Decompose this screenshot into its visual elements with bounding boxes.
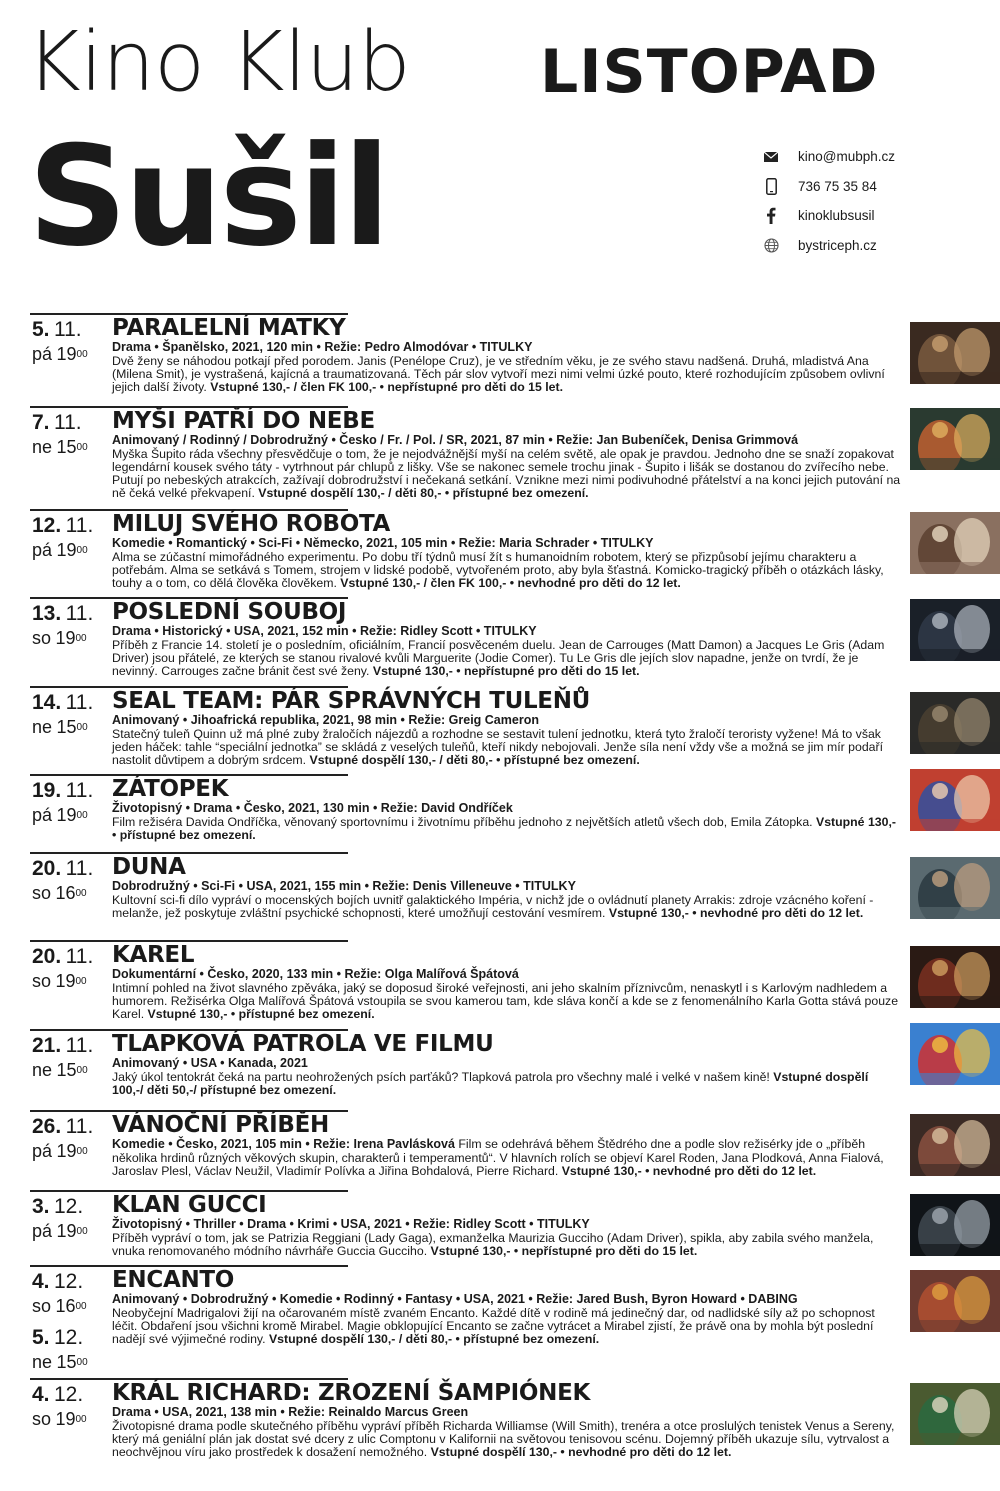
hour: 19: [55, 971, 76, 991]
weekday: so: [32, 628, 52, 648]
event-meta: Životopisný • Thriller • Drama • Krimi • USA, 2021 • Režie: Ridley Scott • TITULKY: [112, 1217, 590, 1231]
month-number: 12.: [53, 1195, 84, 1218]
event-poster-thumbnail: [910, 857, 1000, 919]
contact-web-text: bystriceph.cz: [798, 237, 877, 253]
event-date: [32, 319, 88, 367]
event-title[interactable]: KAREL: [112, 942, 195, 968]
event-meta: Komedie • Česko, 2021, 105 min • Režie: Irena Pavlásková: [112, 1137, 455, 1151]
event-description: Statečný tuleň Quinn už má plné zuby žraločích nájezdů a rozhodne se sestavit tulení jednotku, která tyto žraločí teroristy vyžene! Má to však jeden háček: tahle “speciální jednotka” se skládá z veselých tuleňů, kteří nikdy nebojovali. Jenže síla není vždy vše a možná se jim mír podaří nastolit důvtipem a dobrým srdcem.: [112, 726, 884, 767]
event-date-time: [32, 716, 93, 740]
event-poster-thumbnail: [910, 512, 1000, 574]
event-body: [112, 942, 902, 1021]
minutes: 00: [76, 442, 88, 453]
event-date: [32, 1196, 88, 1244]
event-poster-thumbnail: [910, 1023, 1000, 1085]
event-title[interactable]: POSLEDNÍ SOUBOJ: [112, 599, 347, 625]
weekday: ne: [32, 1060, 53, 1080]
hour: 19: [56, 540, 77, 560]
event-date-time: [32, 343, 88, 367]
weekday: pá: [32, 805, 53, 825]
event-body: [112, 1031, 902, 1097]
event-price: Vstupné 130,- • přístupné bez omezení.: [147, 1006, 375, 1021]
event-date: [32, 412, 88, 460]
event-date-day: [32, 1196, 88, 1220]
hour: 16: [55, 883, 76, 903]
event-price: Vstupné dospělí 130,- / děti 80,- • přístupné bez omezení.: [258, 486, 589, 501]
month-number: 12.: [53, 1383, 84, 1406]
phone-icon: [762, 177, 780, 195]
weekday: ne: [32, 1352, 53, 1372]
weekday: so: [32, 971, 52, 991]
hour: 19: [56, 344, 77, 364]
event-date: [32, 780, 93, 828]
event-title[interactable]: MYŠI PATŘÍ DO NEBE: [112, 408, 375, 434]
day-number: 20.: [32, 945, 62, 968]
event-date-time: [32, 627, 93, 651]
day-number: 4.: [32, 1270, 50, 1293]
minutes: 00: [76, 810, 88, 821]
event-price: Vstupné 130,- • nevhodné pro děti do 12 let.: [561, 1163, 817, 1178]
day-number: 3.: [32, 1195, 50, 1218]
event-price: Vstupné dospělí 130,- / děti 80,- • přístupné bez omezení.: [309, 752, 640, 767]
event-poster-thumbnail: [910, 408, 1000, 470]
hour: 16: [55, 1296, 76, 1316]
event-body: [112, 1380, 902, 1459]
event-date-day: [32, 603, 93, 627]
contact-list: [762, 142, 895, 260]
event-date-day: [32, 1035, 93, 1059]
event-date: [32, 603, 93, 651]
month-number: 11.: [53, 411, 82, 434]
event-title[interactable]: TLAPKOVÁ PATROLA VE FILMU: [112, 1031, 494, 1057]
event-meta: Životopisný • Drama • Česko, 2021, 130 min • Režie: David Ondříček: [112, 801, 513, 815]
event-price: Vstupné dospělí 100,-/ děti 50,-/ přístupné bez omezení.: [112, 1069, 869, 1097]
weekday: ne: [32, 717, 53, 737]
minutes: 00: [75, 976, 87, 987]
event-poster-thumbnail: [910, 1383, 1000, 1445]
contact-phone[interactable]: [762, 172, 895, 202]
day-number: 13.: [32, 602, 62, 625]
event-date-day: [32, 412, 88, 436]
event-body: [112, 511, 902, 590]
month-number: 11.: [65, 514, 94, 537]
minutes: 00: [76, 349, 88, 360]
month-heading: LISTOPAD: [540, 37, 879, 107]
event-description: Příběh z Francie 14. století je o posledním, oficiálním, Francií posvěceném duelu. Jean de Carrouges (Matt Damon) a Jacques Le Gris (Adam Driver) jsou přátelé, ze kterých se stanou rivalové kvůli Marguerite (Jodie Comer). Tu Le Gris dle jejích slov napadne, jenže on tvrdí, že je nevinný. Carrouges začne bránit čest své ženy.: [112, 637, 885, 678]
event-description: Neobyčejní Madrigalovi žijí na očarovaném místě zvaném Encanto. Každé dítě v rodině má jedinečný dar, od nadlidské síly až po schopnost léčit. Obdaření jsou všichni kromě Mirabel. Magie obklopující Encanto se začne vytrácet a Mirabel zjistí, že právě ona by mohla být poslední nadějí své výjimečné rodiny.: [112, 1305, 875, 1346]
hour: 15: [56, 437, 77, 457]
event-meta: Dokumentární • Česko, 2020, 133 min • Režie: Olga Malířová Špátová: [112, 967, 519, 981]
event-date-day: [32, 946, 93, 970]
day-number: 12.: [32, 514, 62, 537]
event-date-day: [32, 858, 93, 882]
event-meta: Animovaný / Rodinný / Dobrodružný • Česko / Fr. / Pol. / SR, 2021, 87 min • Režie: Jan Bubeníček, Denisa Grimmová: [112, 433, 799, 447]
event-price: Vstupné 130,- • nepřístupné pro děti do 15 let.: [372, 663, 640, 678]
hour: 19: [56, 805, 77, 825]
title-kino-klub: Kino Klub: [26, 15, 410, 110]
minutes: 00: [75, 1301, 87, 1312]
hour: 19: [56, 1141, 77, 1161]
month-number: 11.: [65, 602, 94, 625]
envelope-icon: [762, 148, 780, 166]
event-meta: Animovaný • Dobrodružný • Komedie • Rodinný • Fantasy • USA, 2021 • Režie: Jared Bush, Byron Howard • DABING: [112, 1292, 798, 1306]
event-body: [112, 315, 902, 394]
hour: 19: [55, 1409, 76, 1429]
event-date-time: [32, 1140, 93, 1164]
minutes: 00: [76, 545, 88, 556]
weekday: pá: [32, 344, 53, 364]
minutes: 00: [75, 888, 87, 899]
event-description: Dvě ženy se náhodou potkají před porodem. Janis (Penélope Cruz), je ve středním věku, je ze svého stavu nadšená. Druhá, mladistvá Ana (Milena Smit), je vystrašená, kajícná a traumatizovaná. Těch pár slov vytvoří mezi nimi velmi úzké pouto, které rozhodujícím způsobem ovlivní jejich další životy.: [112, 353, 885, 394]
hour: 15: [56, 1352, 77, 1372]
event-price: Vstupné 130,- • nepřístupné pro děti do 15 let.: [430, 1243, 698, 1258]
event-price: Vstupné 130,- / člen FK 100,- • nevhodné pro děti do 12 let.: [340, 575, 681, 590]
weekday: pá: [32, 1221, 53, 1241]
contact-facebook-text: kinoklubsusil: [798, 208, 875, 224]
event-body: [112, 688, 902, 767]
event-date-time: [32, 882, 93, 906]
event-date-time: [32, 1408, 87, 1432]
event-date: [32, 858, 93, 906]
event-date-time: [32, 1351, 88, 1375]
day-number: 19.: [32, 779, 62, 802]
event-title[interactable]: DUNA: [112, 854, 186, 880]
event-date-time: [32, 436, 88, 460]
minutes: 00: [76, 1065, 88, 1076]
event-body: [112, 1112, 902, 1178]
event-description: Příběh vypráví o tom, jak se Patrizia Reggiani (Lady Gaga), exmanželka Maurizia Gucciho (Adam Driver), spikla, aby zabila svého manžela, vnuka renomovaného módního návrháře Guccia Gucciho.: [112, 1230, 874, 1258]
weekday: pá: [32, 1141, 53, 1161]
event-body: [112, 1267, 902, 1346]
day-number: 20.: [32, 857, 62, 880]
hour: 15: [56, 717, 77, 737]
event-date-time: [32, 1295, 88, 1319]
event-date-time: [32, 1220, 88, 1244]
event-price: Vstupné 130,- • nevhodné pro děti do 12 let.: [608, 905, 864, 920]
event-title[interactable]: PARALELNÍ MATKY: [112, 315, 346, 341]
event-date: [32, 946, 93, 994]
month-number: 11.: [65, 1115, 94, 1138]
event-description: Intimní pohled na život slavného zpěváka, jaký se doposud široké veřejnosti, ani jeho skalním příznivcům, nenaskytl i s Karlovým nadhledem a humorem. Režisérka Olga Malířová Špátová vstoupila se svou kamerou tam, kde sláva končí a kde se z fenomenálního Karla Gotta stává pouze Karel.: [112, 980, 899, 1021]
event-description: Myška Šupito ráda všechny přesvědčuje o tom, že je nejodvážnější myší na celém světě, ale opak je pravdou. Jednoho dne se snaží zopakovat legendární kousek svého táty - vytrhnout pár chlupů z lišky. Vše se nakonec semele trochu jinak - Šupito i lišák se dostanou do zvířecího nebe. Putují po nebeských atrakcích, zažívají dobrodružství i nečekaná setkání. Vznikne mezi nimi podivuhodné přátelství a na konci jejich putování na ně čeká velké překvapení.: [112, 446, 901, 501]
event-poster-thumbnail: [910, 322, 1000, 384]
event-price: Vstupné 130,- / člen FK 100,- • nepřístupné pro děti do 15 let.: [210, 379, 563, 394]
event-description: Alma se zúčastní mimořádného experimentu. Po dobu tří týdnů musí žít s humanoidním robotem, který se přizpůsobí jejímu charakteru a potřebám. Alma se setkává s Tomem, strojem v lidské podobě, vytvořeném proto, aby byla šťastná. Komicko-tragický příběh o otázkách lásky, touhy a o tom, co dělá člověka člověkem.: [112, 549, 884, 590]
event-poster-thumbnail: [910, 1194, 1000, 1256]
event-body: [112, 408, 902, 500]
event-title[interactable]: ENCANTO: [112, 1267, 235, 1293]
event-title[interactable]: MILUJ SVÉHO ROBOTA: [112, 511, 391, 537]
event-price: Vstupné dospělí 130,- • nevhodné pro děti do 12 let.: [430, 1444, 732, 1459]
event-date-time: [32, 804, 93, 828]
event-meta: Animovaný • Jihoafrická republika, 2021, 98 min • Režie: Greig Cameron: [112, 713, 539, 727]
event-date-time: [32, 539, 93, 563]
hour: 19: [56, 1221, 77, 1241]
event-meta: Animovaný • USA • Kanada, 2021: [112, 1056, 308, 1070]
event-poster-thumbnail: [910, 1114, 1000, 1176]
minutes: 00: [75, 1414, 87, 1425]
event-date-day: [32, 319, 88, 343]
minutes: 00: [76, 722, 88, 733]
contact-email[interactable]: [762, 142, 895, 172]
event-poster-thumbnail: [910, 599, 1000, 661]
event-description: Kultovní sci-fi dílo vypráví o mocenských bojích uvnitř galaktického Impéria, v nichž jde o ovládnutí planety Arrakis: zdroje vzácného koření - melanže, jež poskytuje zvláštní psychické schopnosti, které umožňují cestování vesmírem.: [112, 892, 874, 920]
event-date-time: [32, 970, 93, 994]
event-poster-thumbnail: [910, 692, 1000, 754]
weekday: so: [32, 883, 52, 903]
event-body: [112, 776, 902, 842]
event-title[interactable]: SEAL TEAM: PÁR SPRÁVNÝCH TULEŇŮ: [112, 688, 591, 714]
minutes: 00: [75, 633, 87, 644]
hour: 19: [55, 628, 76, 648]
month-number: 11.: [65, 691, 94, 714]
event-date: [32, 1116, 93, 1164]
event-meta: Komedie • Romantický • Sci-Fi • Německo, 2021, 105 min • Režie: Maria Schrader • TITULKY: [112, 536, 654, 550]
contact-facebook[interactable]: [762, 201, 895, 231]
event-date: [32, 1384, 87, 1432]
event-date-time: [32, 1059, 93, 1083]
event-date: [32, 692, 93, 740]
event-meta: Dobrodružný • Sci-Fi • USA, 2021, 155 min • Režie: Denis Villeneuve • TITULKY: [112, 879, 576, 893]
event-poster-thumbnail: [910, 946, 1000, 1008]
month-number: 12.: [53, 1326, 84, 1349]
month-number: 12.: [53, 1270, 84, 1293]
event-body: [112, 599, 902, 678]
event-body: [112, 854, 902, 920]
event-poster-thumbnail: [910, 1270, 1000, 1332]
event-date-day: [32, 1327, 88, 1351]
event-title[interactable]: ZÁTOPEK: [112, 776, 229, 802]
day-number: 5.: [32, 1326, 50, 1349]
title-susil: Sušil: [28, 116, 388, 277]
day-number: 5.: [32, 318, 50, 341]
event-price: Vstupné 130,- • přístupné bez omezení.: [112, 814, 896, 842]
event-description: Jaký úkol tentokrát čeká na partu neohrožených psích parťáků? Tlapková patrola pro všechny malé i velké v našem kině!: [112, 1069, 770, 1084]
month-number: 11.: [65, 857, 94, 880]
event-date-day: [32, 1116, 93, 1140]
minutes: 00: [76, 1146, 88, 1157]
event-date-day: [32, 692, 93, 716]
day-number: 21.: [32, 1034, 62, 1057]
event-title[interactable]: KLAN GUCCI: [112, 1192, 267, 1218]
event-body: [112, 1192, 902, 1258]
contact-email-text: kino@mubph.cz: [798, 149, 895, 165]
month-number: 11.: [65, 945, 94, 968]
event-date-day: [32, 780, 93, 804]
day-number: 26.: [32, 1115, 62, 1138]
day-number: 4.: [32, 1383, 50, 1406]
month-number: 11.: [65, 779, 94, 802]
weekday: pá: [32, 540, 53, 560]
event-date: [32, 515, 93, 563]
event-description: Životopisné drama podle skutečného příběhu vypráví příběh Richarda Williamse (Will Smith), trenéra a otce proslulých tenistek Venus a Sereny, který má geniální plán jak dostat své dcery z ulic Comptonu v Kalifornii na světovou tenisovou scénu. Dojemný příběh ukazuje sílu, vytrvalost a neochvějnou víru jako prostředek k dosažení nemožného.: [112, 1418, 895, 1459]
event-meta: Drama • Španělsko, 2021, 120 min • Režie: Pedro Almodóvar • TITULKY: [112, 340, 533, 354]
event-description: Film se odehrává během Štědrého dne a podle slov režisérky jde o „příběh několika hrdinů různých věkových skupin, charakterů i temperamentů“. V hlavních rolích se objeví Karel Roden, Jana Plodková, Anna Fialová, Jaroslav Plesl, Václav Neužil, Vladimír Polívka a Jiřina Bohdalová, Pierre Richard.: [112, 1137, 884, 1178]
contact-phone-text: 736 75 35 84: [798, 178, 877, 194]
weekday: ne: [32, 437, 53, 457]
event-meta: Drama • Historický • USA, 2021, 152 min • Režie: Ridley Scott • TITULKY: [112, 624, 537, 638]
facebook-icon: [762, 207, 780, 225]
event-title[interactable]: KRÁL RICHARD: ZROZENÍ ŠAMPIÓNEK: [112, 1380, 591, 1406]
hour: 15: [56, 1060, 77, 1080]
event-date-day: [32, 1271, 88, 1295]
event-date-day: [32, 1384, 87, 1408]
month-number: 11.: [65, 1034, 94, 1057]
minutes: 00: [76, 1357, 88, 1368]
minutes: 00: [76, 1226, 88, 1237]
month-number: 11.: [53, 318, 82, 341]
event-date: [32, 1271, 88, 1375]
contact-web[interactable]: [762, 231, 895, 261]
event-title[interactable]: VÁNOČNÍ PŘÍBĚH: [112, 1112, 329, 1138]
event-date-day: [32, 515, 93, 539]
day-number: 14.: [32, 691, 62, 714]
globe-icon: [762, 236, 780, 254]
event-description: Film režiséra Davida Ondříčka, věnovaný sportovnímu i životnímu příběhu jednoho z největších atletů všech dob, Emila Zátopka.: [112, 814, 813, 829]
event-poster-thumbnail: [910, 769, 1000, 831]
weekday: so: [32, 1296, 52, 1316]
event-meta: Drama • USA, 2021, 138 min • Režie: Reinaldo Marcus Green: [112, 1405, 469, 1419]
day-number: 7.: [32, 411, 50, 434]
event-price: Vstupné dospělí 130,- / děti 80,- • přístupné bez omezení.: [268, 1331, 600, 1346]
weekday: so: [32, 1409, 52, 1429]
event-date: [32, 1035, 93, 1083]
